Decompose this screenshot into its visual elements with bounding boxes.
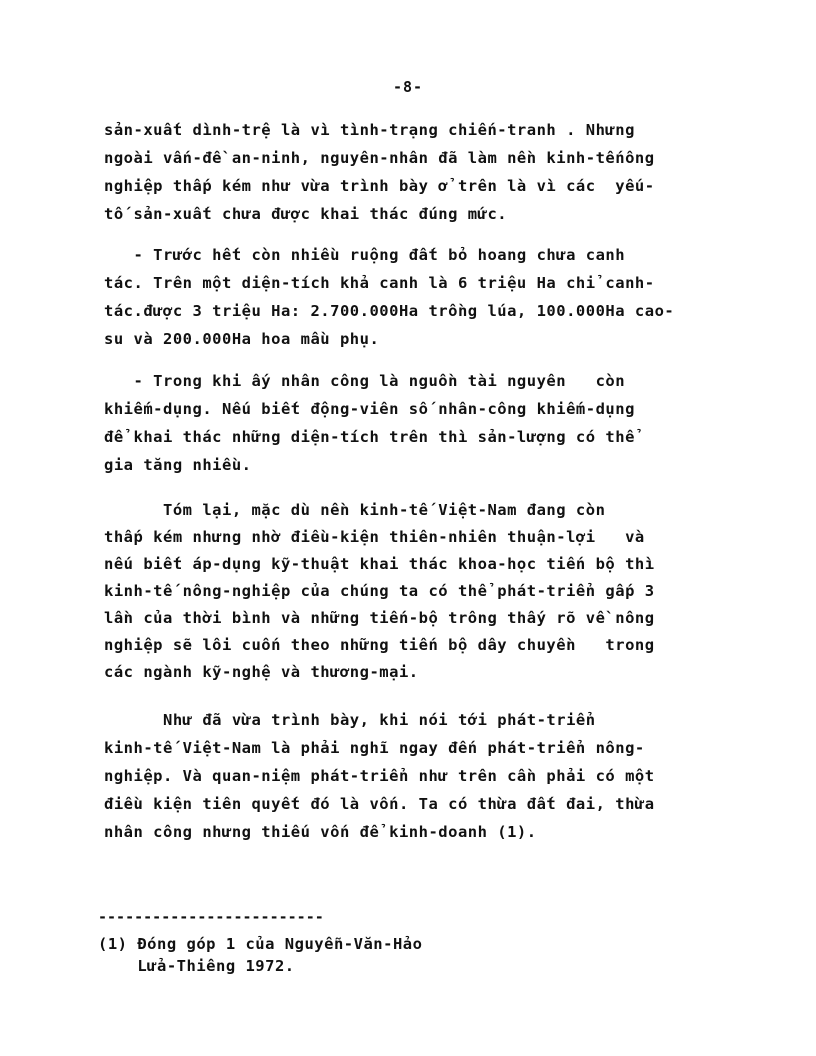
paragraph-line: gia tăng nhiều. <box>104 456 252 474</box>
paragraph-line: Tóm lại, mặc dù nền kinh-tế Việt-Nam đang còn <box>104 501 606 519</box>
footnote-line: (1) Đóng góp 1 của Nguyễn-Văn-Hảo <box>98 935 423 953</box>
paragraph-line: để khai thác những diện-tích trên thì sản-lượng có thể <box>104 428 635 446</box>
paragraph-line: nghiệp thấp kém như vừa trình bày ở trên là vì các yếu- <box>104 177 655 195</box>
paragraph-line: kinh-tế nông-nghiệp của chúng ta có thể phát-triển gấp 3 <box>104 582 655 600</box>
paragraph-line: nhân công nhưng thiếu vốn để kinh-doanh (1). <box>104 823 537 841</box>
paragraph-line: tác.được 3 triệu Ha: 2.700.000Ha trồng lúa, 100.000Ha cao- <box>104 302 675 320</box>
footnote-line: Lửa-Thiêng 1972. <box>98 957 295 975</box>
paragraph-line: lần của thời bình và những tiến-bộ trông thấy rõ về nông <box>104 609 655 627</box>
page-number: -8- <box>392 78 424 96</box>
paragraph-line: nếu biết áp-dụng kỹ-thuật khai thác khoa-học tiến bộ thì <box>104 555 655 573</box>
paragraph-line: su và 200.000Ha hoa mầu phụ. <box>104 330 380 348</box>
paragraph-line: thấp kém nhưng nhờ điều-kiện thiên-nhiên thuận-lợi và <box>104 528 645 546</box>
paragraph-line: ngoài vấn-đề an-ninh, nguyên-nhân đã làm nền kinh-tếnông <box>104 149 655 167</box>
paragraph-line: tác. Trên một diện-tích khả canh là 6 triệu Ha chỉ canh- <box>104 274 655 292</box>
paragraph-line: khiếm-dụng. Nếu biết động-viên số nhân-công khiếm-dụng <box>104 400 635 418</box>
footnote-rule: ------------------------- <box>98 908 324 926</box>
paragraph-line: - Trước hết còn nhiều ruộng đất bỏ hoang chưa canh <box>104 246 626 264</box>
paragraph-line: Như đã vừa trình bày, khi nói tới phát-triển <box>104 711 596 729</box>
paragraph-line: kinh-tế Việt-Nam là phải nghĩ ngay đến phát-triển nông- <box>104 739 645 757</box>
paragraph-line: nghiệp. Và quan-niệm phát-triển như trên cần phải có một <box>104 767 655 785</box>
paragraph-line: sản-xuất dình-trệ là vì tình-trạng chiến-tranh . Nhưng <box>104 121 635 139</box>
paragraph-line: tố sản-xuất chưa được khai thác đúng mức. <box>104 205 508 223</box>
paragraph-line: các ngành kỹ-nghệ và thương-mại. <box>104 663 419 681</box>
paragraph-line: - Trong khi ấy nhân công là nguồn tài nguyên còn <box>104 372 626 390</box>
paragraph-line: điều kiện tiên quyết đó là vốn. Ta có thừa đất đai, thừa <box>104 795 655 813</box>
paragraph-line: nghiệp sẽ lôi cuốn theo những tiến bộ dây chuyền trong <box>104 636 655 654</box>
